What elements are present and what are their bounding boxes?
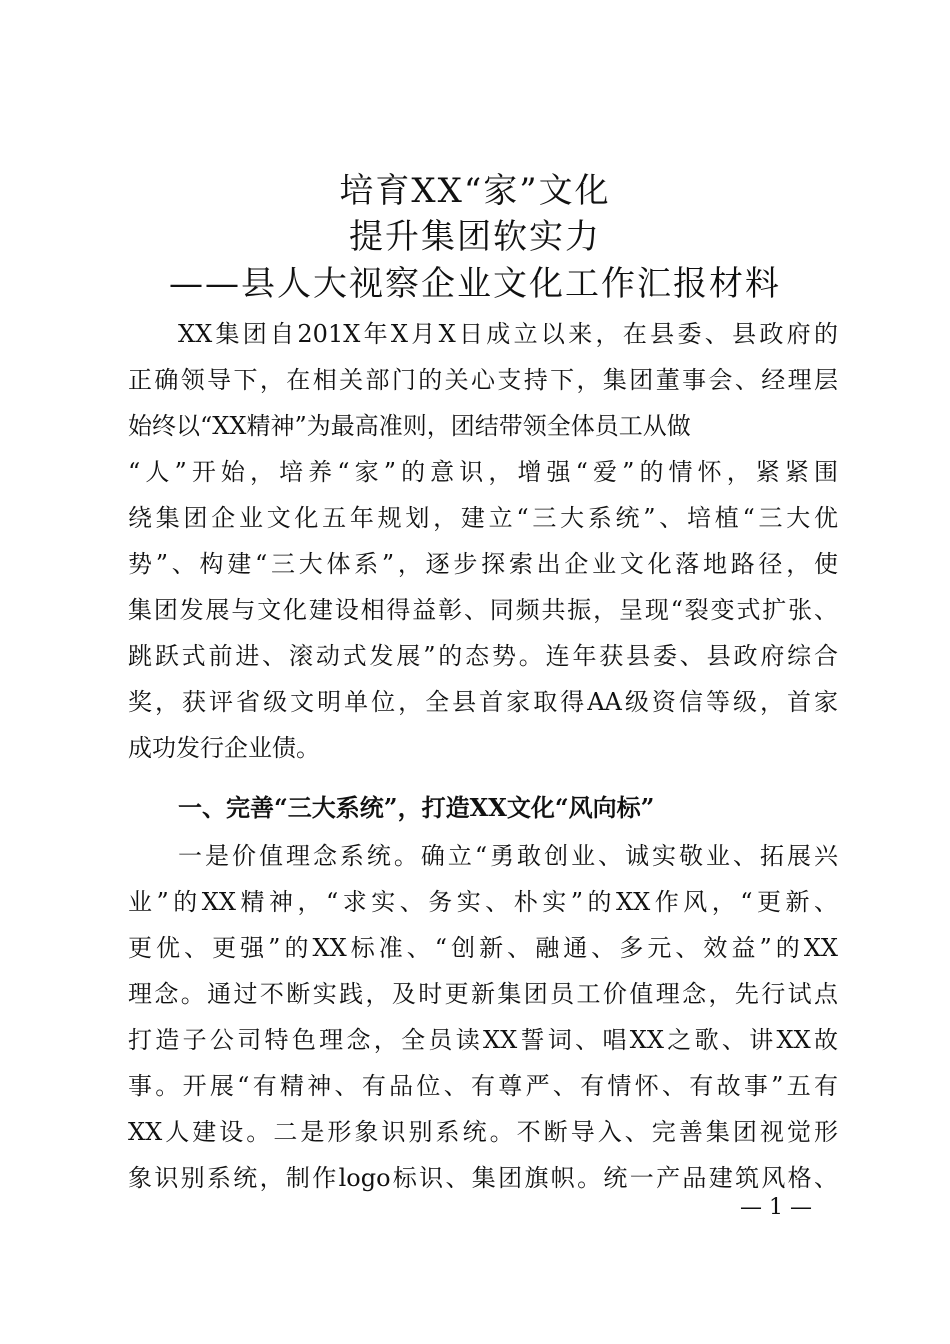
intro-line-7: 集团发展与文化建设相得益彰、同频共振，呈现“裂变式扩张、: [128, 596, 838, 624]
section-1-line-2: 业”的XX精神，“求实、务实、朴实”的XX作风，“更新、: [128, 888, 838, 916]
subtitle-line: ——县人大视察企业文化工作汇报材料: [169, 264, 781, 304]
intro-line-6: 势”、构建“三大体系”，逐步探索出企业文化落地路径，使: [128, 550, 838, 578]
section-1-line-4: 理念。通过不断实践，及时更新集团员工价值理念，先行试点: [128, 980, 838, 1008]
intro-line-9: 奖，获评省级文明单位，全县首家取得AA级资信等级，首家: [128, 688, 838, 716]
intro-line-4: “人”开始，培养“家”的意识，增强“爱”的情怀，紧紧围: [128, 458, 838, 486]
intro-line-1: XX集团自201X年X月X日成立以来，在县委、县政府的: [178, 320, 838, 348]
title-line-2: 提升集团软实力: [349, 217, 601, 257]
intro-line-5: 绕集团企业文化五年规划，建立“三大系统”、培植“三大优: [128, 504, 838, 532]
intro-line-10: 成功发行企业债。: [128, 734, 320, 762]
section-1-line-3: 更优、更强”的XX标准、“创新、融通、多元、效益”的XX: [128, 934, 838, 962]
intro-line-8: 跳跃式前进、滚动式发展”的态势。连年获县委、县政府综合: [128, 642, 838, 670]
document-body: [128, 311, 838, 1201]
section-1-line-6: 事。开展“有精神、有品位、有尊严、有情怀、有故事”五有: [128, 1072, 838, 1100]
title-line-1: 培育XX“家”文化: [339, 171, 611, 211]
intro-line-2: 正确领导下，在相关部门的关心支持下，集团董事会、经理层: [128, 366, 838, 394]
section-1-heading: 一、完善“三大系统”，打造XX文化“风向标”: [178, 793, 655, 822]
intro-line-3: 始终以“XX精神”为最高准则，团结带领全体员工从做: [128, 412, 691, 440]
page-number: — 1 —: [740, 1195, 812, 1220]
section-1-line-8: 象识别系统，制作logo标识、集团旗帜。统一产品建筑风格、: [128, 1164, 838, 1192]
section-1-line-1: 一是价值理念系统。确立“勇敢创业、诚实敬业、拓展兴: [178, 842, 838, 870]
section-1-line-5: 打造子公司特色理念，全员读XX誓词、唱XX之歌、讲XX故: [128, 1026, 838, 1054]
section-1-line-7: XX人建设。二是形象识别系统。不断导入、完善集团视觉形: [128, 1118, 838, 1146]
